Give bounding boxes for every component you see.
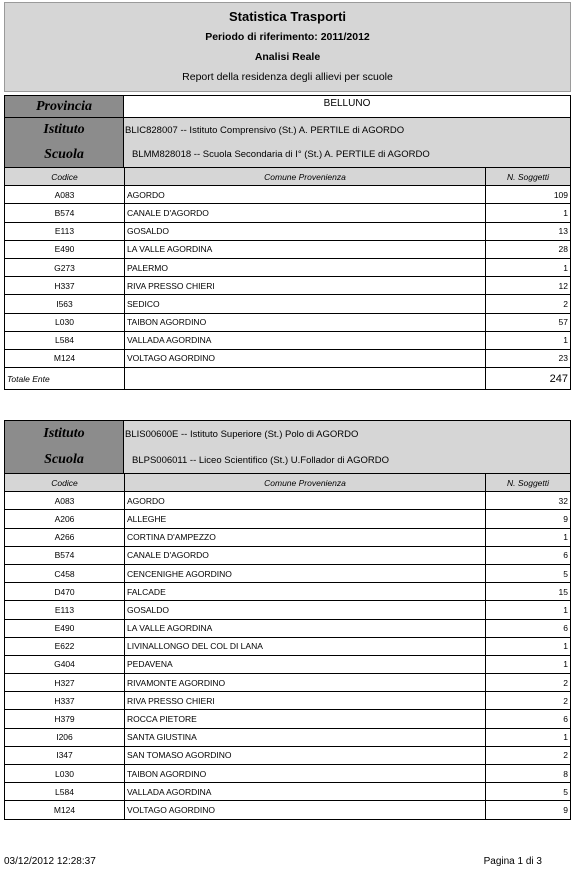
cell-comune: PEDAVENA — [125, 655, 486, 673]
cell-comune: LA VALLE AGORDINA — [125, 240, 486, 258]
cell-codice: H337 — [5, 692, 125, 710]
cell-n-soggetti: 1 — [486, 331, 571, 349]
cell-comune: AGORDO — [125, 186, 486, 204]
table-row — [5, 510, 571, 528]
cell-n-soggetti: 1 — [486, 655, 571, 673]
scuola-row — [4, 142, 571, 167]
istituto-value: BLIC828007 -- Istituto Comprensivo (St.) A. PERTILE di AGORDO — [124, 118, 570, 142]
cell-comune: SEDICO — [125, 295, 486, 313]
scuola-label: Scuola — [5, 447, 124, 473]
cell-comune: CENCENIGHE AGORDINO — [125, 564, 486, 582]
table-row — [5, 204, 571, 222]
cell-codice: E490 — [5, 240, 125, 258]
cell-comune: CORTINA D'AMPEZZO — [125, 528, 486, 546]
cell-codice: E113 — [5, 222, 125, 240]
cell-codice: E622 — [5, 637, 125, 655]
cell-codice: G273 — [5, 258, 125, 276]
section-2 — [4, 420, 571, 820]
table-row — [5, 331, 571, 349]
cell-codice: B574 — [5, 546, 125, 564]
istituto-value: BLIS00600E -- Istituto Superiore (St.) Polo di AGORDO — [124, 421, 570, 447]
cell-codice: I347 — [5, 746, 125, 764]
cell-n-soggetti: 109 — [486, 186, 571, 204]
istituto-label: Istituto — [5, 118, 124, 142]
cell-comune: VOLTAGO AGORDINO — [125, 349, 486, 367]
cell-comune: SANTA GIUSTINA — [125, 728, 486, 746]
table-row — [5, 349, 571, 367]
cell-n-soggetti: 15 — [486, 583, 571, 601]
provincia-value: BELLUNO — [323, 98, 371, 109]
table-row — [5, 674, 571, 692]
scuola-value: BLPS006011 -- Liceo Scientifico (St.) U.Follador di AGORDO — [124, 447, 570, 473]
table-row — [5, 222, 571, 240]
col-n-header: N. Soggetti — [486, 168, 571, 186]
cell-comune: GOSALDO — [125, 222, 486, 240]
table-row — [5, 583, 571, 601]
cell-n-soggetti: 12 — [486, 277, 571, 295]
table-header-row — [5, 474, 571, 492]
section-1 — [4, 95, 571, 390]
table-row — [5, 692, 571, 710]
report-title: Statistica Trasporti — [228, 9, 347, 24]
data-table-2 — [4, 473, 571, 820]
cell-n-soggetti: 2 — [486, 692, 571, 710]
table-row — [5, 601, 571, 619]
cell-comune: LIVINALLONGO DEL COL DI LANA — [125, 637, 486, 655]
cell-codice: L584 — [5, 783, 125, 801]
cell-codice: B574 — [5, 204, 125, 222]
istituto-label: Istituto — [5, 421, 124, 447]
table-row — [5, 783, 571, 801]
table-header-row — [5, 168, 571, 186]
cell-comune: RIVA PRESSO CHIERI — [125, 692, 486, 710]
table-row — [5, 258, 571, 276]
table-row — [5, 546, 571, 564]
cell-comune: TAIBON AGORDINO — [125, 765, 486, 783]
cell-codice: I563 — [5, 295, 125, 313]
cell-comune: LA VALLE AGORDINA — [125, 619, 486, 637]
cell-codice: L584 — [5, 331, 125, 349]
cell-n-soggetti: 23 — [486, 349, 571, 367]
report-analysis: Analisi Reale — [254, 51, 321, 63]
cell-comune: CANALE D'AGORDO — [125, 546, 486, 564]
cell-n-soggetti: 2 — [486, 746, 571, 764]
cell-comune: PALERMO — [125, 258, 486, 276]
cell-n-soggetti: 13 — [486, 222, 571, 240]
table-row — [5, 746, 571, 764]
cell-comune: ROCCA PIETORE — [125, 710, 486, 728]
total-row — [5, 368, 571, 390]
total-empty — [125, 368, 486, 390]
cell-codice: G404 — [5, 655, 125, 673]
cell-n-soggetti: 28 — [486, 240, 571, 258]
cell-comune: CANALE D'AGORDO — [125, 204, 486, 222]
table-row — [5, 313, 571, 331]
cell-n-soggetti: 9 — [486, 801, 571, 819]
report-subtitle: Report della residenza degli allievi per scuole — [182, 71, 393, 83]
table-row — [5, 295, 571, 313]
cell-codice: D470 — [5, 583, 125, 601]
cell-n-soggetti: 2 — [486, 674, 571, 692]
cell-n-soggetti: 5 — [486, 564, 571, 582]
col-codice-header: Codice — [5, 474, 125, 492]
cell-n-soggetti: 1 — [486, 728, 571, 746]
scuola-label: Scuola — [5, 142, 124, 167]
table-row — [5, 728, 571, 746]
table-row — [5, 655, 571, 673]
cell-comune: FALCADE — [125, 583, 486, 601]
table-row — [5, 528, 571, 546]
cell-n-soggetti: 6 — [486, 546, 571, 564]
cell-n-soggetti: 1 — [486, 258, 571, 276]
cell-comune: GOSALDO — [125, 601, 486, 619]
cell-codice: M124 — [5, 801, 125, 819]
table-row — [5, 765, 571, 783]
cell-n-soggetti: 57 — [486, 313, 571, 331]
cell-comune: TAIBON AGORDINO — [125, 313, 486, 331]
col-n-header: N. Soggetti — [486, 474, 571, 492]
cell-codice: A083 — [5, 186, 125, 204]
istituto-row — [4, 420, 571, 447]
total-label: Totale Ente — [5, 368, 125, 390]
cell-comune: SAN TOMASO AGORDINO — [125, 746, 486, 764]
provincia-label: Provincia — [5, 96, 124, 117]
cell-n-soggetti: 9 — [486, 510, 571, 528]
footer-page: Pagina 1 di 3 — [483, 856, 542, 867]
cell-codice: A206 — [5, 510, 125, 528]
cell-codice: L030 — [5, 313, 125, 331]
scuola-value: BLMM828018 -- Scuola Secondaria di I° (St.) A. PERTILE di AGORDO — [124, 142, 570, 167]
cell-codice: E490 — [5, 619, 125, 637]
cell-comune: VALLADA AGORDINA — [125, 783, 486, 801]
cell-comune: VALLADA AGORDINA — [125, 331, 486, 349]
cell-n-soggetti: 1 — [486, 601, 571, 619]
cell-n-soggetti: 32 — [486, 492, 571, 510]
cell-n-soggetti: 6 — [486, 710, 571, 728]
table-row — [5, 619, 571, 637]
col-comune-header: Comune Provenienza — [125, 168, 486, 186]
cell-codice: I206 — [5, 728, 125, 746]
table-row — [5, 240, 571, 258]
scuola-row — [4, 447, 571, 473]
table-row — [5, 801, 571, 819]
footer-datetime: 03/12/2012 12:28:37 — [4, 856, 96, 867]
table-row — [5, 564, 571, 582]
cell-codice: L030 — [5, 765, 125, 783]
cell-codice: H327 — [5, 674, 125, 692]
cell-codice: C458 — [5, 564, 125, 582]
report-header — [4, 2, 571, 92]
cell-codice: A083 — [5, 492, 125, 510]
cell-codice: M124 — [5, 349, 125, 367]
table-row — [5, 277, 571, 295]
col-comune-header: Comune Provenienza — [125, 474, 486, 492]
cell-n-soggetti: 1 — [486, 637, 571, 655]
istituto-row — [4, 117, 571, 142]
cell-n-soggetti: 1 — [486, 528, 571, 546]
cell-codice: A266 — [5, 528, 125, 546]
cell-comune: ALLEGHE — [125, 510, 486, 528]
cell-comune: RIVA PRESSO CHIERI — [125, 277, 486, 295]
cell-codice: E113 — [5, 601, 125, 619]
col-codice-header: Codice — [5, 168, 125, 186]
report-period: Periodo di riferimento: 2011/2012 — [205, 31, 370, 43]
cell-comune: VOLTAGO AGORDINO — [125, 801, 486, 819]
cell-n-soggetti: 2 — [486, 295, 571, 313]
cell-n-soggetti: 5 — [486, 783, 571, 801]
cell-codice: H379 — [5, 710, 125, 728]
cell-codice: H337 — [5, 277, 125, 295]
table-row — [5, 710, 571, 728]
cell-n-soggetti: 6 — [486, 619, 571, 637]
provincia-row — [4, 95, 571, 117]
table-row — [5, 492, 571, 510]
table-row — [5, 637, 571, 655]
cell-comune: RIVAMONTE AGORDINO — [125, 674, 486, 692]
data-table-1 — [4, 167, 571, 390]
cell-n-soggetti: 8 — [486, 765, 571, 783]
cell-comune: AGORDO — [125, 492, 486, 510]
table-row — [5, 186, 571, 204]
cell-n-soggetti: 1 — [486, 204, 571, 222]
total-value: 247 — [486, 368, 571, 390]
